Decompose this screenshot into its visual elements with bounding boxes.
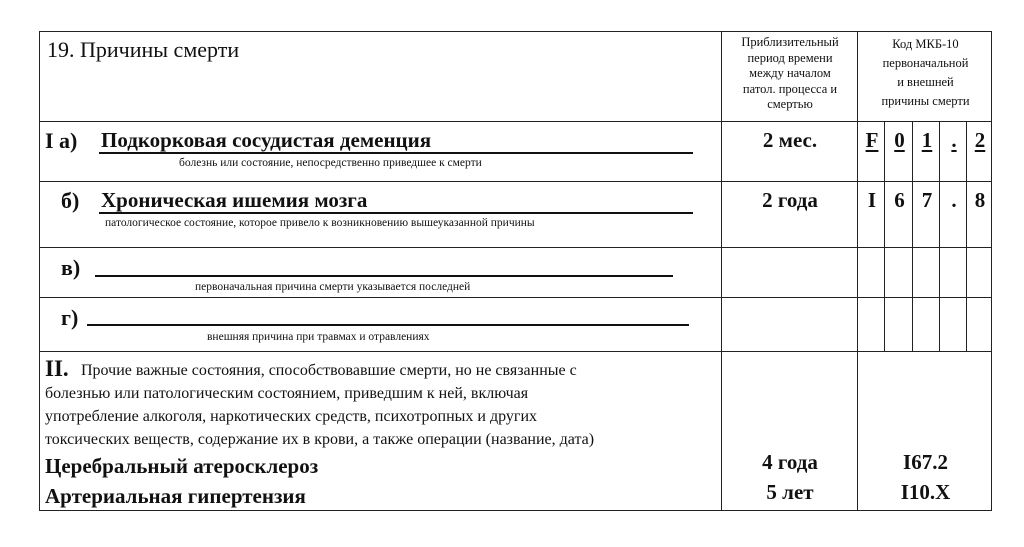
icd-code-char: 7 [921, 188, 933, 212]
other-period: 5 лет [766, 480, 814, 504]
icd-code-char: . [951, 188, 957, 212]
cause-diagnosis: Подкорковая сосудистая деменция [101, 128, 432, 152]
icd-header [859, 35, 992, 111]
code-cell-divider [884, 121, 885, 351]
icd-header-line: причины смерти [881, 94, 970, 108]
period-header-line: период времени [747, 50, 833, 65]
other-section-label: II. [45, 356, 69, 381]
other-icd-code: I67.2 [903, 450, 948, 474]
row-divider [39, 247, 992, 248]
code-cell-divider [912, 121, 913, 351]
row-hint: патологическое состояние, которое привело к возникновению вышеуказанной причины [105, 217, 535, 229]
period-header [723, 35, 857, 113]
period-header-line: смертью [767, 97, 813, 111]
fill-line [99, 212, 693, 214]
other-diagnosis: Артериальная гипертензия [45, 484, 306, 508]
period-header-line: между началом [749, 66, 831, 80]
icd-code-char: F [865, 128, 879, 152]
row-divider [39, 297, 992, 298]
row-label: г) [61, 305, 79, 330]
row-divider [39, 351, 992, 352]
fill-line [95, 275, 673, 277]
period-column-divider [721, 31, 722, 511]
icd-code-char: 0 [894, 128, 905, 152]
fill-line [87, 324, 689, 326]
icd-header-line: и внешней [897, 75, 954, 89]
code-cell-divider [939, 121, 940, 351]
other-period: 4 года [762, 450, 818, 474]
fill-line [99, 152, 693, 154]
period-header-line: патол. процесса и [742, 81, 838, 96]
icd-code-char: 6 [894, 188, 905, 212]
other-text-line: употребление алкоголя, наркотических средств, психотропных и других [45, 408, 537, 425]
other-diagnosis: Церебральный атеросклероз [45, 454, 319, 478]
icd-header-line: первоначальной [882, 56, 969, 70]
icd-column-divider [857, 31, 858, 511]
code-cell-divider [966, 121, 967, 351]
cause-diagnosis: Хроническая ишемия мозга [101, 188, 368, 212]
row-divider [39, 181, 992, 182]
death-cause-form [39, 31, 992, 511]
period-header-line: Приблизительный [741, 35, 839, 49]
row-label: I а) [45, 128, 78, 153]
other-text-line: токсических веществ, содержание их в крови, а также операции (название, дата) [45, 431, 595, 448]
cause-period: 2 мес. [762, 128, 818, 152]
cause-period: 2 года [762, 188, 818, 212]
row-divider [39, 121, 992, 122]
icd-header-line: Код МКБ-10 [892, 37, 959, 51]
row-hint: болезнь или состояние, непосредственно приведшее к смерти [179, 157, 482, 169]
row-hint: внешняя причина при травмах и отравлениях [207, 331, 430, 343]
icd-code-char: . [951, 128, 957, 152]
icd-code-char: I [867, 188, 877, 212]
other-text-line: Прочие важные состояния, способствовавшие смерти, но не связанные с [81, 362, 577, 379]
icd-code-char: 1 [921, 128, 933, 152]
other-icd-code: I10.X [900, 480, 951, 504]
icd-code-char: 2 [974, 128, 986, 152]
row-hint: первоначальная причина смерти указывается последней [195, 281, 471, 293]
section-title: 19. Причины смерти [47, 37, 240, 62]
icd-code-char: 8 [974, 188, 986, 212]
row-label: б) [61, 188, 80, 213]
row-label: в) [61, 255, 81, 280]
other-text-line: болезнью или патологическим состоянием, приведшим к ней, включая [45, 385, 529, 402]
